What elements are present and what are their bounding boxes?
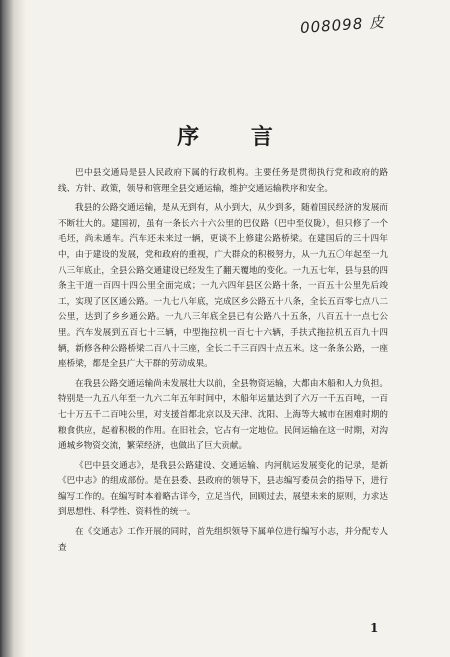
paragraph-4: 《巴中县交通志》，是我县公路建设、交通运输、内河航运发展变化的记录，是新《巴中志》的组成部份。是在县委、县政府的领导下，县志编写委员会的指导下，进行编写工作的。在编写时本着略古详今，立足当代，回顾过去，展望未来的原则，力求达到思想性、科学性、资料性的统一。 — [58, 460, 388, 518]
paragraph-1: 巴中县交通局是县人民政府下属的行政机构。主要任务是贯彻执行党和政府的路线、方针、政策，领导和管理全县交通运输，维护交通运输秩序和安全。 — [58, 168, 388, 194]
paragraph-3: 在我县公路交通运输尚未发展壮大以前，全县物资运输，大都由木船和人力负担。特别是一九五八年至一九六二年五年时间中，木船年运量达到了六万一千五百吨，一百七十万五千二百吨公里，对支援首都北京以及天津、沈阳、上海等大城市在困难时期的粮食供应，起着积极的作用。在旧社会，它占有一定地位。民间运输在这一时期，对沟通城乡物资交流，繁荣经济，也做出了巨大贡献。 — [58, 378, 388, 452]
handwritten-annotation: 008098 皮 — [299, 13, 386, 37]
body-text — [58, 166, 388, 560]
paragraph-5: 在《交通志》工作开展的同时，首先组织领导下属单位进行编写小志，并分配专人查 — [58, 527, 388, 553]
page-title: 序 言 — [177, 124, 295, 150]
page-number: 1 — [370, 621, 379, 635]
scan-edge-shadow — [0, 0, 26, 657]
paragraph-2: 我县的公路交通运输，是从无到有，从小到大，从少到多，随着国民经济的发展而不断壮大的。建国初，虽有一条长六十六公里的巴仪路（巴中至仪陇），但只修了一个毛坯，尚未通车。汽车还未来过一辆，更谈不上修建公路桥梁。在建国后的三十四年中，由于建设的发展，党和政府的重视，广大群众的积极努力，从一九五〇年起至一九八三年底止，全县公路交通建设已经发生了翻天覆地的变化。一九五七年，县与县的四条主干道一百四十四公里全面完成；一九六四年县区公路十条，一百五十公里先后竣工，实现了区区通公路。一九七八年底，完成区乡公路五十八条，全长五百零七点八二公里，达到了乡乡通公路。一九八三年底全县已有公路八十五条，八百五十一点七公里。汽车发展到五百七十三辆，中型拖拉机一百七十六辆，手扶式拖拉机五百九十四辆，新修各种公路桥梁二百八十三座，全长二千三百四十点五米。这一条条公路，一座座桥梁，都是全县广大干群的劳动成果。 — [58, 203, 388, 370]
